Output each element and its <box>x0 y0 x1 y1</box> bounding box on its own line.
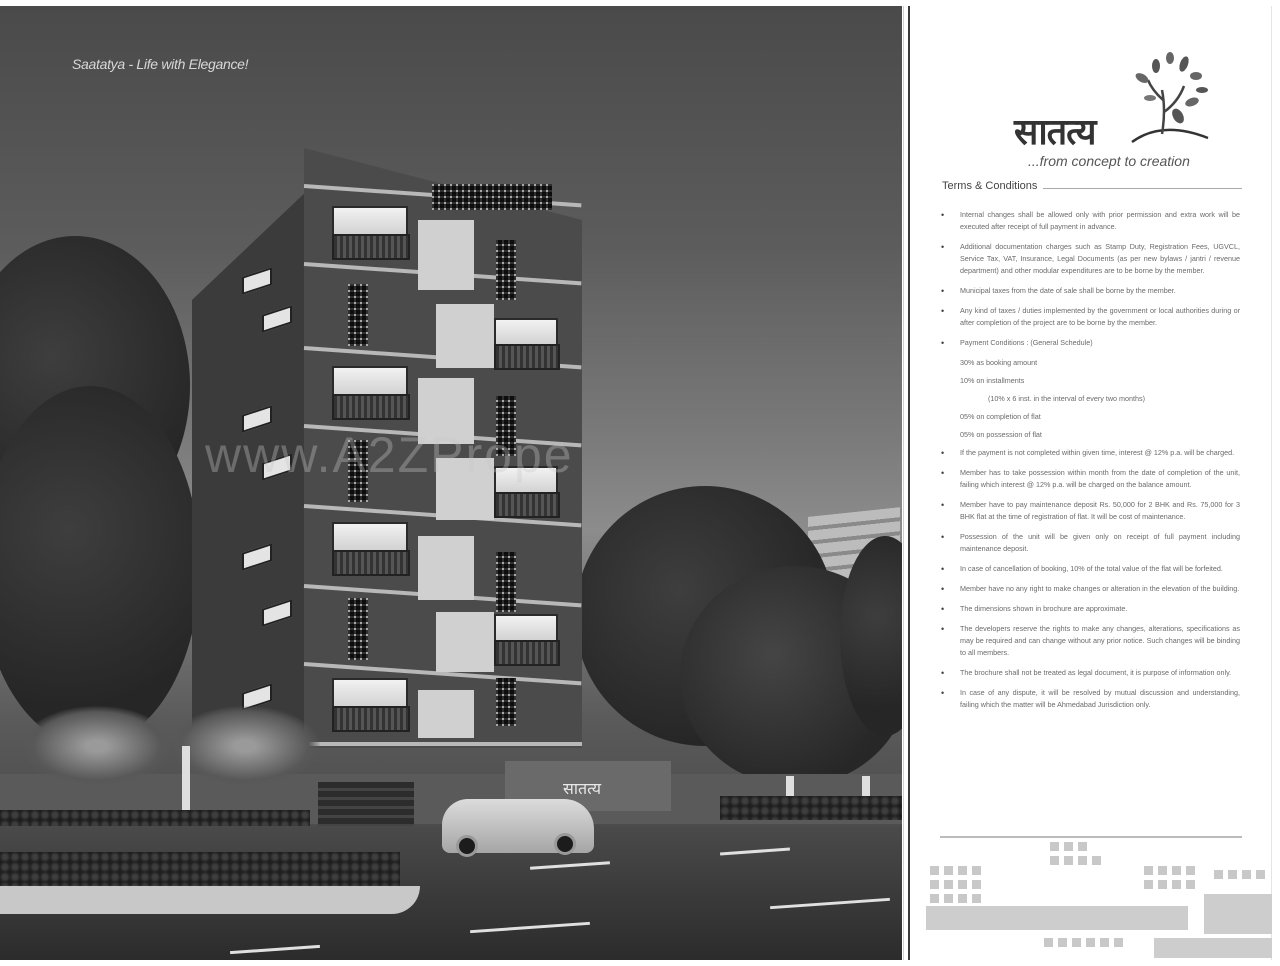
facade-panel <box>418 536 474 600</box>
heading-rule <box>1043 188 1242 189</box>
mosaic-tile <box>972 894 981 903</box>
terms-panel <box>908 6 1272 960</box>
facade-panel <box>436 612 494 672</box>
mosaic-tile <box>1064 856 1073 865</box>
payment-schedule-item: 10% on installments <box>960 376 1025 385</box>
mosaic-tile <box>972 880 981 889</box>
term-item: • Member has to take possession within month from the date of completion of the unit, failing which interest @ 12% p.a. will be charged on the balance amount. <box>940 467 1240 491</box>
mosaic-tile <box>1092 856 1101 865</box>
facade-panel <box>436 304 494 368</box>
watermark-text: www.A2ZPrope <box>205 427 574 483</box>
palm-tree <box>170 706 320 786</box>
bottom-rule <box>940 836 1242 838</box>
mosaic-tile <box>1228 870 1237 879</box>
payment-schedule-item: 05% on possession of flat <box>960 430 1042 439</box>
balcony-railing <box>332 706 410 732</box>
mosaic-tile <box>944 894 953 903</box>
balcony-railing <box>332 550 410 576</box>
term-item: • In case of cancellation of booking, 10% of the total value of the flat will be forfeited. <box>940 563 1240 575</box>
jali-screen <box>348 284 368 346</box>
mosaic-tile <box>1078 842 1087 851</box>
mosaic-tile <box>1186 866 1195 875</box>
payment-schedule-item: 05% on completion of flat <box>960 412 1041 421</box>
balcony-railing <box>494 640 560 666</box>
jali-screen <box>496 240 516 300</box>
mosaic-tile <box>972 866 981 875</box>
mosaic-tile <box>1072 938 1081 947</box>
term-item: • Member have to pay maintenance deposit Rs. 50,000 for 2 BHK and Rs. 75,000 for 3 BHK flat at the time of registration of flat. It will be cost of maintenance. <box>940 499 1240 523</box>
term-item: • Any kind of taxes / duties implemented by the government or local authorities during or after completion of the project are to be borne by the member. <box>940 305 1240 329</box>
jali-screen <box>496 678 516 726</box>
term-item: • The developers reserve the rights to make any changes, alterations, specifications as may be required and can change without any prior notice. Such changes will be binding to all members. <box>940 623 1240 659</box>
mosaic-tile <box>1044 938 1053 947</box>
car-wheel <box>554 833 576 855</box>
decorative-tile-mosaic <box>914 842 1272 958</box>
mosaic-band <box>926 906 1188 930</box>
term-item: • If the payment is not completed within given time, interest @ 12% p.a. will be charged. <box>940 447 1240 459</box>
road-curb <box>0 886 420 914</box>
term-item: • Internal changes shall be allowed only with prior permission and extra work will be executed after receipt of full payment in advance. <box>940 209 1240 233</box>
floor-slab <box>304 742 582 746</box>
mosaic-band <box>1204 894 1272 934</box>
mosaic-tile <box>958 894 967 903</box>
page-divider <box>903 6 906 960</box>
brand-slogan: ...from concept to creation <box>1028 153 1190 169</box>
mosaic-tile <box>1158 866 1167 875</box>
mosaic-tile <box>1114 938 1123 947</box>
mosaic-tile <box>944 866 953 875</box>
car <box>442 799 594 853</box>
mosaic-tile <box>1172 880 1181 889</box>
term-item: • Additional documentation charges such as Stamp Duty, Registration Fees, UGVCL, Service Tax, VAT, Insurance, Legal Documents (as per new bylaws / jantri / revenue department) and other modular expenditures are to be borne by the member. <box>940 241 1240 277</box>
terms-list <box>940 209 1240 719</box>
mosaic-tile <box>1172 866 1181 875</box>
building-render-image <box>0 6 902 960</box>
nameplate-text: सातत्य <box>563 779 602 798</box>
mosaic-tile <box>1100 938 1109 947</box>
term-item: • The dimensions shown in brochure are approximate. <box>940 603 1240 615</box>
mosaic-tile <box>1050 856 1059 865</box>
mosaic-tile <box>1242 870 1251 879</box>
mosaic-tile <box>1144 866 1153 875</box>
balcony-railing <box>494 492 560 518</box>
mosaic-tile <box>1064 842 1073 851</box>
term-item: • Member have no any right to make changes or alteration in the elevation of the building. <box>940 583 1240 595</box>
terms-heading-text: Terms & Conditions <box>942 180 1038 192</box>
mosaic-tile <box>944 880 953 889</box>
payment-schedule-item: 30% as booking amount <box>960 358 1038 367</box>
balcony-railing <box>332 394 410 420</box>
tree-logo-icon <box>1122 50 1212 146</box>
term-item: • In case of any dispute, it will be resolved by mutual discussion and understanding, failing which the matter will be Ahmedabad Jurisdiction only. <box>940 687 1240 711</box>
jali-screen <box>348 598 368 660</box>
render-tagline: Saatatya - Life with Elegance! <box>72 56 249 72</box>
mosaic-tile <box>1214 870 1223 879</box>
mosaic-tile <box>1144 880 1153 889</box>
terms-heading <box>942 180 1242 192</box>
car-wheel <box>456 835 478 857</box>
payment-schedule-note: (10% x 6 inst. in the interval of every two months) <box>988 394 1145 403</box>
balcony-railing <box>332 234 410 260</box>
mosaic-tile <box>930 880 939 889</box>
mosaic-band <box>1154 938 1272 958</box>
mosaic-tile <box>1078 856 1087 865</box>
term-item: • Payment Conditions : (General Schedule) <box>940 337 1240 349</box>
brand-name: सातत्य <box>1014 112 1096 153</box>
mosaic-tile <box>1256 870 1265 879</box>
mosaic-tile <box>1158 880 1167 889</box>
facade-panel <box>418 220 474 290</box>
mosaic-tile <box>1086 938 1095 947</box>
roof-jali-screen <box>432 184 552 210</box>
mosaic-tile <box>1058 938 1067 947</box>
hedge <box>720 796 902 820</box>
mosaic-tile <box>1050 842 1059 851</box>
balcony-railing <box>494 344 560 370</box>
brand-logo <box>1014 50 1214 170</box>
mosaic-tile <box>930 894 939 903</box>
mosaic-tile <box>930 866 939 875</box>
mosaic-tile <box>958 880 967 889</box>
term-item: • The brochure shall not be treated as legal document, it is purpose of information only. <box>940 667 1240 679</box>
mosaic-tile <box>958 866 967 875</box>
mosaic-tile <box>1186 880 1195 889</box>
facade-panel <box>418 690 474 738</box>
palm-tree <box>22 706 172 786</box>
jali-screen <box>496 552 516 612</box>
term-item: • Municipal taxes from the date of sale shall be borne by the member. <box>940 285 1240 297</box>
term-item: • Possession of the unit will be given only on receipt of full payment including maintenance deposit. <box>940 531 1240 555</box>
